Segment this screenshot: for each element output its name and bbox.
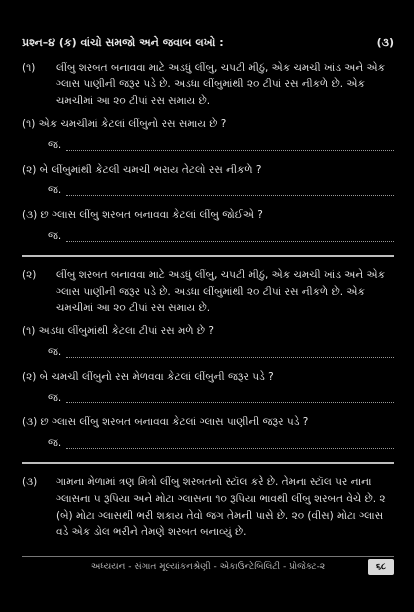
question-1-1: (૧) એક ચમચીમાં કેટલાં લીંબુનો રસ સમાય છે ? [22, 117, 227, 130]
answer-line[interactable] [66, 392, 394, 403]
passage-1-number: (૧) [22, 61, 36, 74]
page-number: ૬૮ [368, 559, 394, 575]
question-heading [22, 34, 394, 52]
passage-1-text: લીંબુ શરબત બનાવવા માટે અડધું લીંબુ, ચપટી મીઠું, એક ચમચી ખાંડ અને એક ગ્લાસ પાણીની જરૂર પડે છે. અડધા લીંબુમાંથી ૨૦ ટીપાં રસ નીકળે છે. એક ચમચીમાં આ ૨૦ ટીપાં રસ સમાય છે. [56, 61, 386, 108]
footer-text: અધ્યયન - સંગાત મૂલ્યાંકનશ્રેણી - એકાઉન્ટેબિલિટી - પ્રોજેક્ટ-૨ [90, 561, 326, 572]
page-footer [22, 556, 394, 577]
answer-2-3 [48, 435, 394, 452]
answer-line[interactable] [66, 438, 394, 449]
passage-2-text: લીંબુ શરબત બનાવવા માટે અડધું લીંબુ, ચપટી મીઠું, એક ચમચી ખાંડ અને એક ગ્લાસ પાણીની જરૂર પડે છે. અડધા લીંબુમાંથી ૨૦ ટીપાં રસ નીકળે છે. એક ચમચીમાં આ ૨૦ ટીપાં રસ સમાય છે. [56, 268, 386, 315]
question-1-3: (૩) છ ગ્લાસ લીંબુ શરબત બનાવવા કેટલાં લીંબુ જોઈએ ? [22, 209, 263, 222]
answer-label: જ. [48, 229, 62, 242]
answer-line[interactable] [66, 140, 394, 151]
answer-1-2 [48, 182, 394, 199]
heading-marks: (૩) [376, 36, 394, 49]
answer-2-2 [48, 390, 394, 407]
answer-line[interactable] [66, 347, 394, 358]
passage-1 [22, 60, 394, 110]
answer-2-1 [48, 344, 394, 361]
question-2-2: (૨) બે ચમચી લીંબુનો રસ મેળવવા કેટલાં લીંબુની જરૂર પડે ? [22, 370, 274, 383]
answer-label: જ. [48, 437, 62, 450]
answer-label: જ. [48, 345, 62, 358]
passage-2-number: (૨) [22, 268, 37, 281]
passage-2 [22, 267, 394, 317]
section-divider [22, 255, 394, 257]
section-divider [22, 462, 394, 464]
passage-3-text: ગામના મેળામાં ત્રણ મિત્રો લીંબુ શરબતનો સ્ટૉલ કરે છે. તેમના સ્ટૉલ પર નાના ગ્લાસના ૫ રૂપિયા અને મોટા ગ્લાસના ૧૦ રૂપિયા ભાવથી લીંબુ શરબત વેચે છે. ૨ (બે) મોટા ગ્લાસથી ભરી શકાય તેવો જગ તેમની પાસે છે. ૨૦ (વીસ) મોટા ગ્લાસ વડે એક ડોલ ભરીને તેમણે શરબત બનાવ્યું છે. [56, 475, 386, 539]
answer-label: જ. [48, 184, 62, 197]
heading-title: પ્રશ્ન–૪ (ક) વાંચો સમજો અને જવાબ લખો : [22, 36, 224, 49]
answer-line[interactable] [66, 231, 394, 242]
question-2-1: (૧) અડધા લીંબુમાંથી કેટલા ટીપાં રસ મળે છે ? [22, 325, 214, 338]
passage-3-number: (૩) [22, 475, 38, 488]
answer-1-1 [48, 137, 394, 154]
answer-label: જ. [48, 391, 62, 404]
question-1-2: (૨) બે લીંબુમાંથી કેટલી ચમચી ભરાય તેટલો રસ નીકળે ? [22, 163, 262, 176]
passage-3 [22, 474, 394, 541]
answer-1-3 [48, 228, 394, 245]
answer-label: જ. [48, 138, 62, 151]
worksheet-page [22, 34, 394, 547]
question-2-3: (૩) છ ગ્લાસ લીંબુ શરબત બનાવવા કેટલાં ગ્લાસ પાણીની જરૂર પડે ? [22, 416, 309, 429]
answer-line[interactable] [66, 185, 394, 196]
